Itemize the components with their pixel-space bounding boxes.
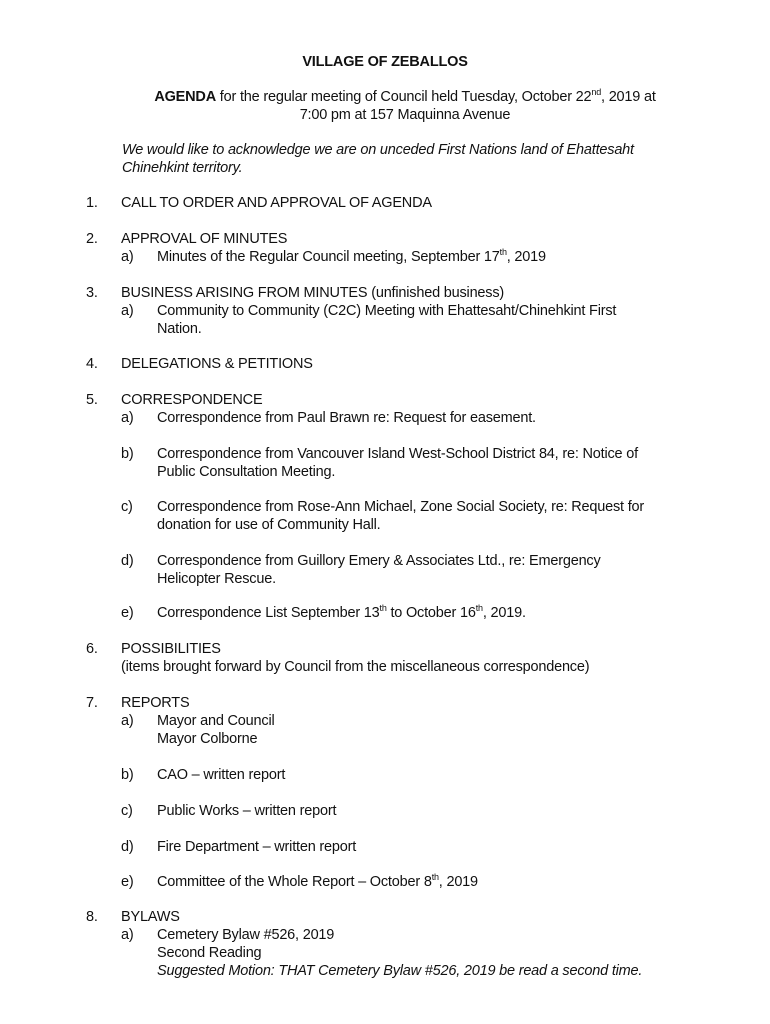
sub-item-text: Mayor and Council Mayor Colborne (157, 713, 275, 747)
item-heading: DELEGATIONS & PETITIONS (121, 356, 313, 372)
land-acknowledgement: We would like to acknowledge we are on unceded First Nations land of Ehattesaht Chinehkint territory. (122, 142, 634, 176)
item-heading: CORRESPONDENCE (121, 392, 263, 408)
sub-item-text: Community to Community (C2C) Meeting with Ehattesaht/Chinehkint First Nation. (157, 303, 617, 337)
sub-item-text: Correspondence from Paul Brawn re: Request for easement. (157, 410, 536, 426)
agenda-label: AGENDA (154, 89, 216, 105)
item-number: 7. (86, 695, 98, 711)
sub-item-letter: d) (121, 839, 134, 855)
sub-item-letter: a) (121, 303, 134, 319)
sub-item-letter: c) (121, 803, 133, 819)
item-number: 4. (86, 356, 98, 372)
item-number: 8. (86, 909, 98, 925)
item-number: 2. (86, 231, 98, 247)
item-heading: BUSINESS ARISING FROM MINUTES (unfinished business) (121, 285, 505, 301)
sub-item-letter: b) (121, 767, 134, 783)
sub-item-letter: b) (121, 446, 134, 462)
sub-item-text: Correspondence List September 13th to October 16th, 2019. (157, 603, 526, 621)
sub-item-text: Correspondence from Rose-Ann Michael, Zone Social Society, re: Request for donation for use of Community Hall. (157, 499, 645, 533)
item-heading: POSSIBILITIES (items brought forward by Council from the miscellaneous correspondence) (121, 641, 590, 675)
sub-item-text: Minutes of the Regular Council meeting, September 17th, 2019 (157, 247, 546, 265)
agenda-text: for the regular meeting of Council held Tuesday, October 22 (215, 89, 592, 105)
suggested-motion: Suggested Motion: THAT Cemetery Bylaw #526, 2019 be read a second time. (157, 963, 643, 979)
agenda-date-suffix: nd (591, 87, 602, 97)
sub-item-letter: d) (121, 553, 134, 569)
item-number: 5. (86, 392, 98, 408)
item-heading: BYLAWS (121, 909, 180, 925)
item-number: 1. (86, 195, 98, 211)
sub-item-text: Correspondence from Guillory Emery & Associates Ltd., re: Emergency Helicopter Rescue. (157, 553, 601, 587)
item-number: 3. (86, 285, 98, 301)
item-heading: CALL TO ORDER AND APPROVAL OF AGENDA (121, 195, 432, 211)
sub-item-text: Committee of the Whole Report – October 8th, 2019 (157, 872, 478, 890)
sub-item-text: Public Works – written report (157, 803, 337, 819)
document-title: VILLAGE OF ZEBALLOS (302, 54, 468, 70)
sub-item-letter: a) (121, 713, 134, 729)
sub-item-letter: a) (121, 249, 134, 265)
sub-item-text: Correspondence from Vancouver Island West-School District 84, re: Notice of Public Consultation Meeting. (157, 446, 638, 480)
agenda-heading (122, 88, 688, 124)
sub-item-letter: a) (121, 410, 134, 426)
sub-item-letter: a) (121, 927, 134, 943)
item-number: 6. (86, 641, 98, 657)
agenda-location: 7:00 pm at 157 Maquinna Avenue (299, 107, 511, 123)
item-heading: APPROVAL OF MINUTES (121, 231, 288, 247)
item-heading: REPORTS (121, 695, 190, 711)
sub-item-text: CAO – written report (157, 767, 286, 783)
sub-item-letter: e) (121, 874, 134, 890)
sub-item-letter: c) (121, 499, 133, 515)
sub-item-letter: e) (121, 605, 134, 621)
sub-item-text: Cemetery Bylaw #526, 2019 Second Reading Suggested Motion: THAT Cemetery Bylaw #526, 2019 be read a second time. (157, 927, 643, 979)
agenda-text-end: , 2019 at (601, 89, 656, 105)
sub-item-text: Fire Department – written report (157, 839, 357, 855)
